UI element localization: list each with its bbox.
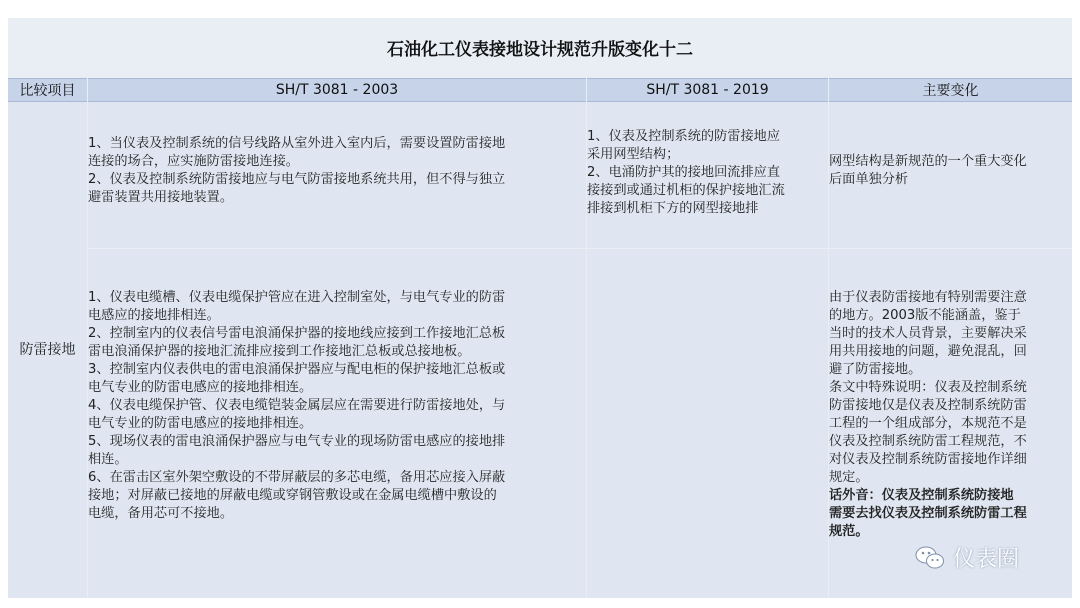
row-label: 防雷接地 (19, 342, 76, 358)
row1-new-cell (587, 102, 828, 248)
row2-old-line: 5、现场仪表的雷电浪涌保护器应与电气专业的现场防雷电感应的接地排 (88, 434, 506, 449)
row2-change-bold-line: 规范。 (829, 524, 869, 539)
row2-old-line: 4、仪表电缆保护管、仪表电缆铠装金属层应在需要进行防雷接地处，与 (88, 398, 506, 413)
header-2003: SH/T 3081 - 2003 (88, 78, 586, 102)
row2-change-line: 用共用接地的问题，避免混乱，回 (829, 344, 1027, 359)
row1-change-line: 网型结构是新规范的一个重大变化 (829, 154, 1027, 169)
row2-old-line: 1、仪表电缆槽、仪表电缆保护管应在进入控制室处，与电气专业的防雷 (88, 290, 506, 305)
row1-new-line: 1、仪表及控制系统的防雷接地应 (587, 129, 781, 144)
row1-change-line: 后面单独分析 (829, 172, 909, 187)
row2-old-line: 电气专业的防雷电感应的接地排相连。 (88, 416, 313, 431)
row1-new-line: 接接到或通过机柜的保护接地汇流 (587, 183, 785, 198)
row2-change-bold-line: 需要去找仪表及控制系统防雷工程 (829, 506, 1027, 521)
row2-change-line: 防雷接地仅是仪表及控制系统防雷 (829, 398, 1027, 413)
row1-new-line: 采用网型结构； (587, 147, 680, 162)
header-compare-item: 比较项目 (8, 78, 87, 102)
header-main-change: 主要变化 (829, 78, 1072, 102)
row2-change-line: 条文中特殊说明：仪表及控制系统 (829, 380, 1027, 395)
row1-old-line: 1、当仪表及控制系统的信号线路从室外进入室内后，需要设置防雷接地 (88, 136, 506, 151)
row2-change-bold-line: 话外音：仪表及控制系统防接地 (829, 488, 1014, 503)
row2-old-line: 电气专业的防雷电感应的接地排相连。 (88, 380, 313, 395)
row2-old-line: 电缆，备用芯可不接地。 (88, 506, 234, 521)
row2-old-line: 相连。 (88, 452, 128, 467)
row2-old-line: 6、在雷击区室外架空敷设的不带屏蔽层的多芯电缆，备用芯应接入屏蔽 (88, 470, 506, 485)
row2-change-line: 避了防雷接地。 (829, 362, 922, 377)
row2-change-line: 当时的技术人员背景，主要解决采 (829, 326, 1027, 341)
header-2019: SH/T 3081 - 2019 (587, 78, 828, 102)
watermark-text: 仪表圈 (953, 547, 1020, 572)
row1-old-line: 连接的场合，应实施防雷接地连接。 (88, 154, 299, 169)
row2-old-line: 电感应的接地排相连。 (88, 308, 220, 323)
row2-old-line: 3、控制室内仪表供电的雷电浪涌保护器应与配电柜的保护接地汇总板或 (88, 362, 506, 377)
row1-new-line: 2、电涌防护其的接地回流排应直 (587, 165, 781, 180)
row2-change-line: 仪表及控制系统防雷工程规范，不 (829, 434, 1027, 449)
row2-old-line: 接地；对屏蔽已接地的屏蔽电缆或穿钢管敷设或在金属电缆槽中敷设的 (88, 488, 497, 503)
row2-change-line: 规定。 (829, 470, 869, 485)
row1-old-line: 2、仪表及控制系统防雷接地应与电气防雷接地系统共用，但不得与独立 (88, 172, 506, 187)
row1-old-cell (88, 102, 586, 248)
row2-change-line: 的地方。2003版不能涵盖，鉴于 (829, 308, 1021, 323)
row2-old-cell (88, 249, 586, 598)
watermark (915, 542, 1019, 573)
row2-change-line: 工程的一个组成部分，本规范不是 (829, 416, 1027, 431)
wechat-icon (915, 545, 945, 571)
row1-new-line: 排接到机柜下方的网型接地排 (587, 201, 759, 216)
row2-change-line: 对仪表及控制系统防雷接地作详细 (829, 452, 1027, 467)
row1-change-cell (829, 102, 1072, 248)
row2-old-line: 2、控制室内的仪表信号雷电浪涌保护器的接地线应接到工作接地汇总板 (88, 326, 506, 341)
spec-comparison-sheet (8, 18, 1072, 598)
row-label-cell (8, 102, 87, 598)
page-title: 石油化工仪表接地设计规范升版变化十二 (387, 39, 693, 60)
row2-old-line: 雷电浪涌保护器的接地汇流排应接到工作接地汇总板或总接地板。 (88, 344, 471, 359)
row1-old-line: 避雷装置共用接地装置。 (88, 190, 234, 205)
row2-new-cell (587, 249, 828, 598)
row2-change-line: 由于仪表防雷接地有特别需要注意 (829, 290, 1027, 305)
